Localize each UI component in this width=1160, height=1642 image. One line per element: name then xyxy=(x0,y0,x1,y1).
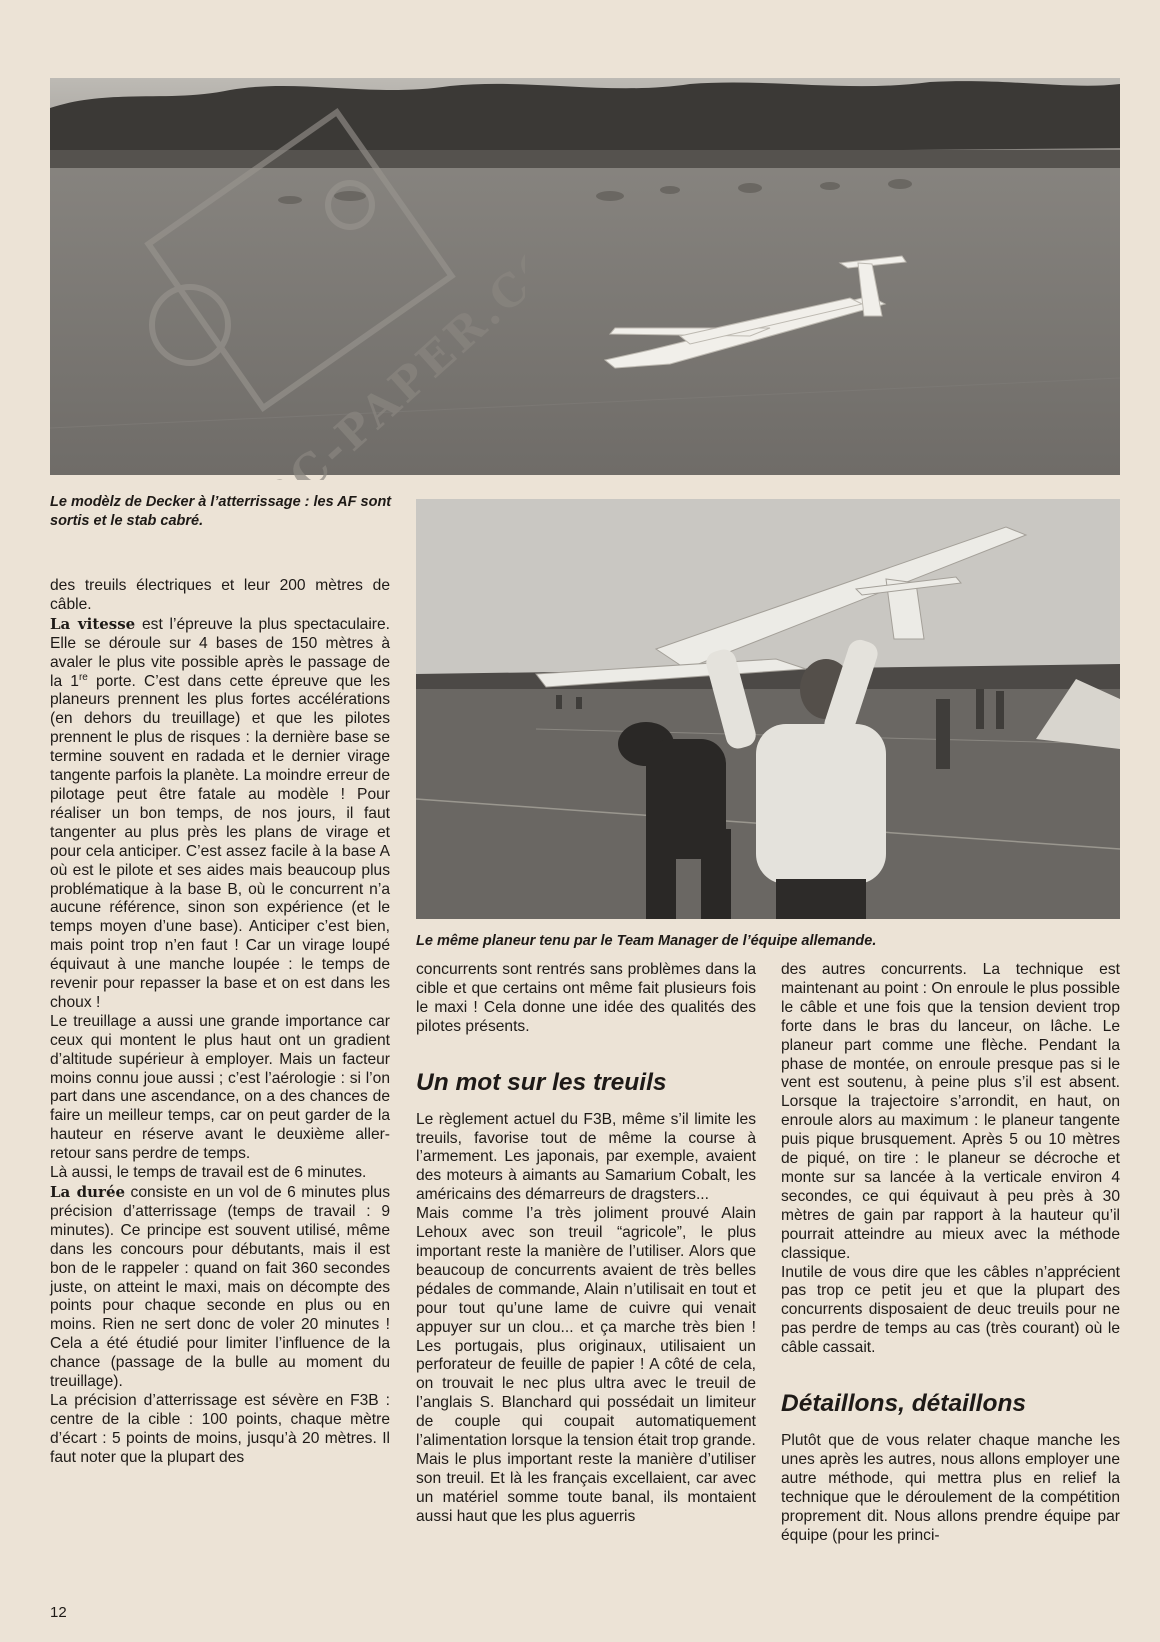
paragraph-text: porte. C’est dans cette épreuve que les planeurs prennent les plus fortes accélérations (en dehors du treuillage) et que les pilotes prennent le plus de risques : la dernière base se termine souvent en radada et le dernier virage tangente parfois la planète. La moindre erreur de pilotage peut être fatale au modèle ! Pour réaliser un bon temps, de nos jours, il faut tangenter au plus près les plans de virage et pour cela anticiper. C’est assez facile à la base A où est le pilote et ses aides mais beaucoup plus problématique à la base B, où le concurrent n’a aucune référence, sinon son expérience (et le temps moyen d’une base). Anticiper c’est bien, mais point trop n’en faut ! Car un virage loupé équivaut à une manche loupée : le temps de revenir pour repasser la base et on est dans les choux ! xyxy=(50,672,390,1011)
paragraph: Le treuillage a aussi une grande importance car ceux qui montent le plus haut ont un gradient d’altitude supérieur à employer. Mais un facteur moins connu joue aussi ; c’est l’aérologie : si l’on part dans une ascendance, on a des chances de faire un meilleur temps, car on peut garder de la hauteur en réserve avant le deuxième aller-retour sans perdre de temps. xyxy=(50,1012,390,1163)
photo-glider-landing xyxy=(50,78,1120,475)
text-column-1 xyxy=(50,577,390,1468)
photo-team-manager-glider xyxy=(416,499,1120,919)
text-column-3 xyxy=(781,961,1120,1545)
paragraph-vitesse xyxy=(50,615,390,1013)
paragraph: Le règlement actuel du F3B, même s’il limite les treuils, favorise tout de même la course à l’armement. Les japonais, par exemple, avaient des moteurs à aimants au Samarium Cobalt, les américains des démarreurs de dragsters... xyxy=(416,1110,756,1204)
text-column-2 xyxy=(416,961,756,1527)
superscript: re xyxy=(78,671,88,683)
page-number: 12 xyxy=(50,1604,67,1621)
paragraph: Là aussi, le temps de travail est de 6 minutes. xyxy=(50,1164,367,1182)
paragraph: Mais comme l’a très joliment prouvé Alain Lehoux avec son treuil “agricole”, le plus important reste la manière de l’utiliser. Alors que beaucoup de concurrents avaient de très belles pédales de commande, Alain n’utilisait en tout et pour tout qu’une lame de cuivre qui venait appuyer sur un clou... et ça marche très bien ! Les portugais, plus originaux, utilisaient un perforateur de feuille de papier ! A côté de cela, on trouvait le nec plus ultra avec le treuil de l’anglais S. Blanchard qui possédait un limiteur de couple qui coupait automatiquement l’alimentation lorsque la tension était trop grande. xyxy=(416,1205,756,1450)
paragraph: des treuils électriques et leur 200 mètres de câble. xyxy=(50,577,390,613)
section-lead-duree: La durée xyxy=(50,1183,126,1201)
paragraph: Mais le plus important reste la manière d’utiliser son treuil. Et là les français excellaient, car avec un matériel somme toute banal, ils montaient aussi haut que les plus aguerris xyxy=(416,1450,756,1525)
team-manager-illustration xyxy=(416,499,1120,919)
paragraph: La précision d’atterrissage est sévère en F3B : centre de la cible : 100 points, chaque mètre d’écart : 5 points de moins, jusqu’à 20 mètres. Il faut noter que la plupart des xyxy=(50,1391,390,1466)
section-lead-vitesse: La vitesse xyxy=(50,614,136,633)
paragraph: Inutile de vous dire que les câbles n’apprécient pas trop ce petit jeu et que la plupart des concurrents disposaient de deuc treuils pour ne pas perdre de temps au cas (très courant) où le câble cassait. xyxy=(781,1263,1120,1357)
glider-landing-illustration xyxy=(50,78,1120,475)
section-heading-treuils: Un mot sur les treuils xyxy=(416,1068,667,1096)
caption-right-photo: Le même planeur tenu par le Team Manager de l’équipe allemande. xyxy=(416,933,877,949)
caption-top-photo: Le modèlz de Decker à l’atterrissage : les AF sont sortis et le stab cabré. xyxy=(50,494,392,529)
paragraph: concurrents sont rentrés sans problèmes dans la cible et que certains ont même fait plusieurs fois le maxi ! Cela donne une idée des qualités des pilotes présents. xyxy=(416,961,756,1035)
paragraph: Plutôt que de vous relater chaque manche les unes après les autres, nous allons employer une autre méthode, qui mettra plus en relief la technique que le déroulement de la compétition proprement dit. Nous allons prendre équipe par équipe (pour les princi- xyxy=(781,1432,1120,1544)
paragraph-text: est l’épreuve la plus spectaculaire. Elle se déroule sur 4 bases de 150 mètres à avaler le plus vite possible après le passage de la 1 xyxy=(50,615,391,690)
paragraph-text: consiste en un vol de 6 minutes plus précision d’atterrissage (temps de travail : 9 minutes). Ce principe est souvent utilisé, même dans les concours pour débutants, mais il est bon de le rappeler : quand on fait 360 secondes juste, on atteint le maxi, mais on décompte des points pour chaque seconde en plus ou en moins. Rien ne sert donc de voler 20 minutes ! Cela a été étudié pour limiter l’influence de la chance (passage de la bulle au moment du treuillage). xyxy=(50,1184,390,1391)
paragraph: des autres concurrents. La technique est maintenant au point : On enroule le plus possible le câble et une fois que la tension devient trop forte dans le bras du lanceur, on lâche. Le planeur part comme une flèche. Pendant la phase de montée, on enroule presque pas si le vent est soutenu, à peine plus s’il est absent. Lorsque la trajectoire s’arrondit, en haut, on enroule alors au maximum : le planeur tangente puis pique brusquement. Après 5 ou 10 mètres de piqué, on tire : le planeur se décroche et monte sur sa lancée à la verticale environ 4 secondes, ce qui équivaut à peu près à 30 mètres de gain par rapport à la hauteur qu’il pourrait atteindre au mieux avec la méthode classique. xyxy=(781,961,1120,1262)
section-heading-detaillons: Détaillons, détaillons xyxy=(781,1390,1027,1418)
paragraph-duree xyxy=(50,1183,390,1392)
